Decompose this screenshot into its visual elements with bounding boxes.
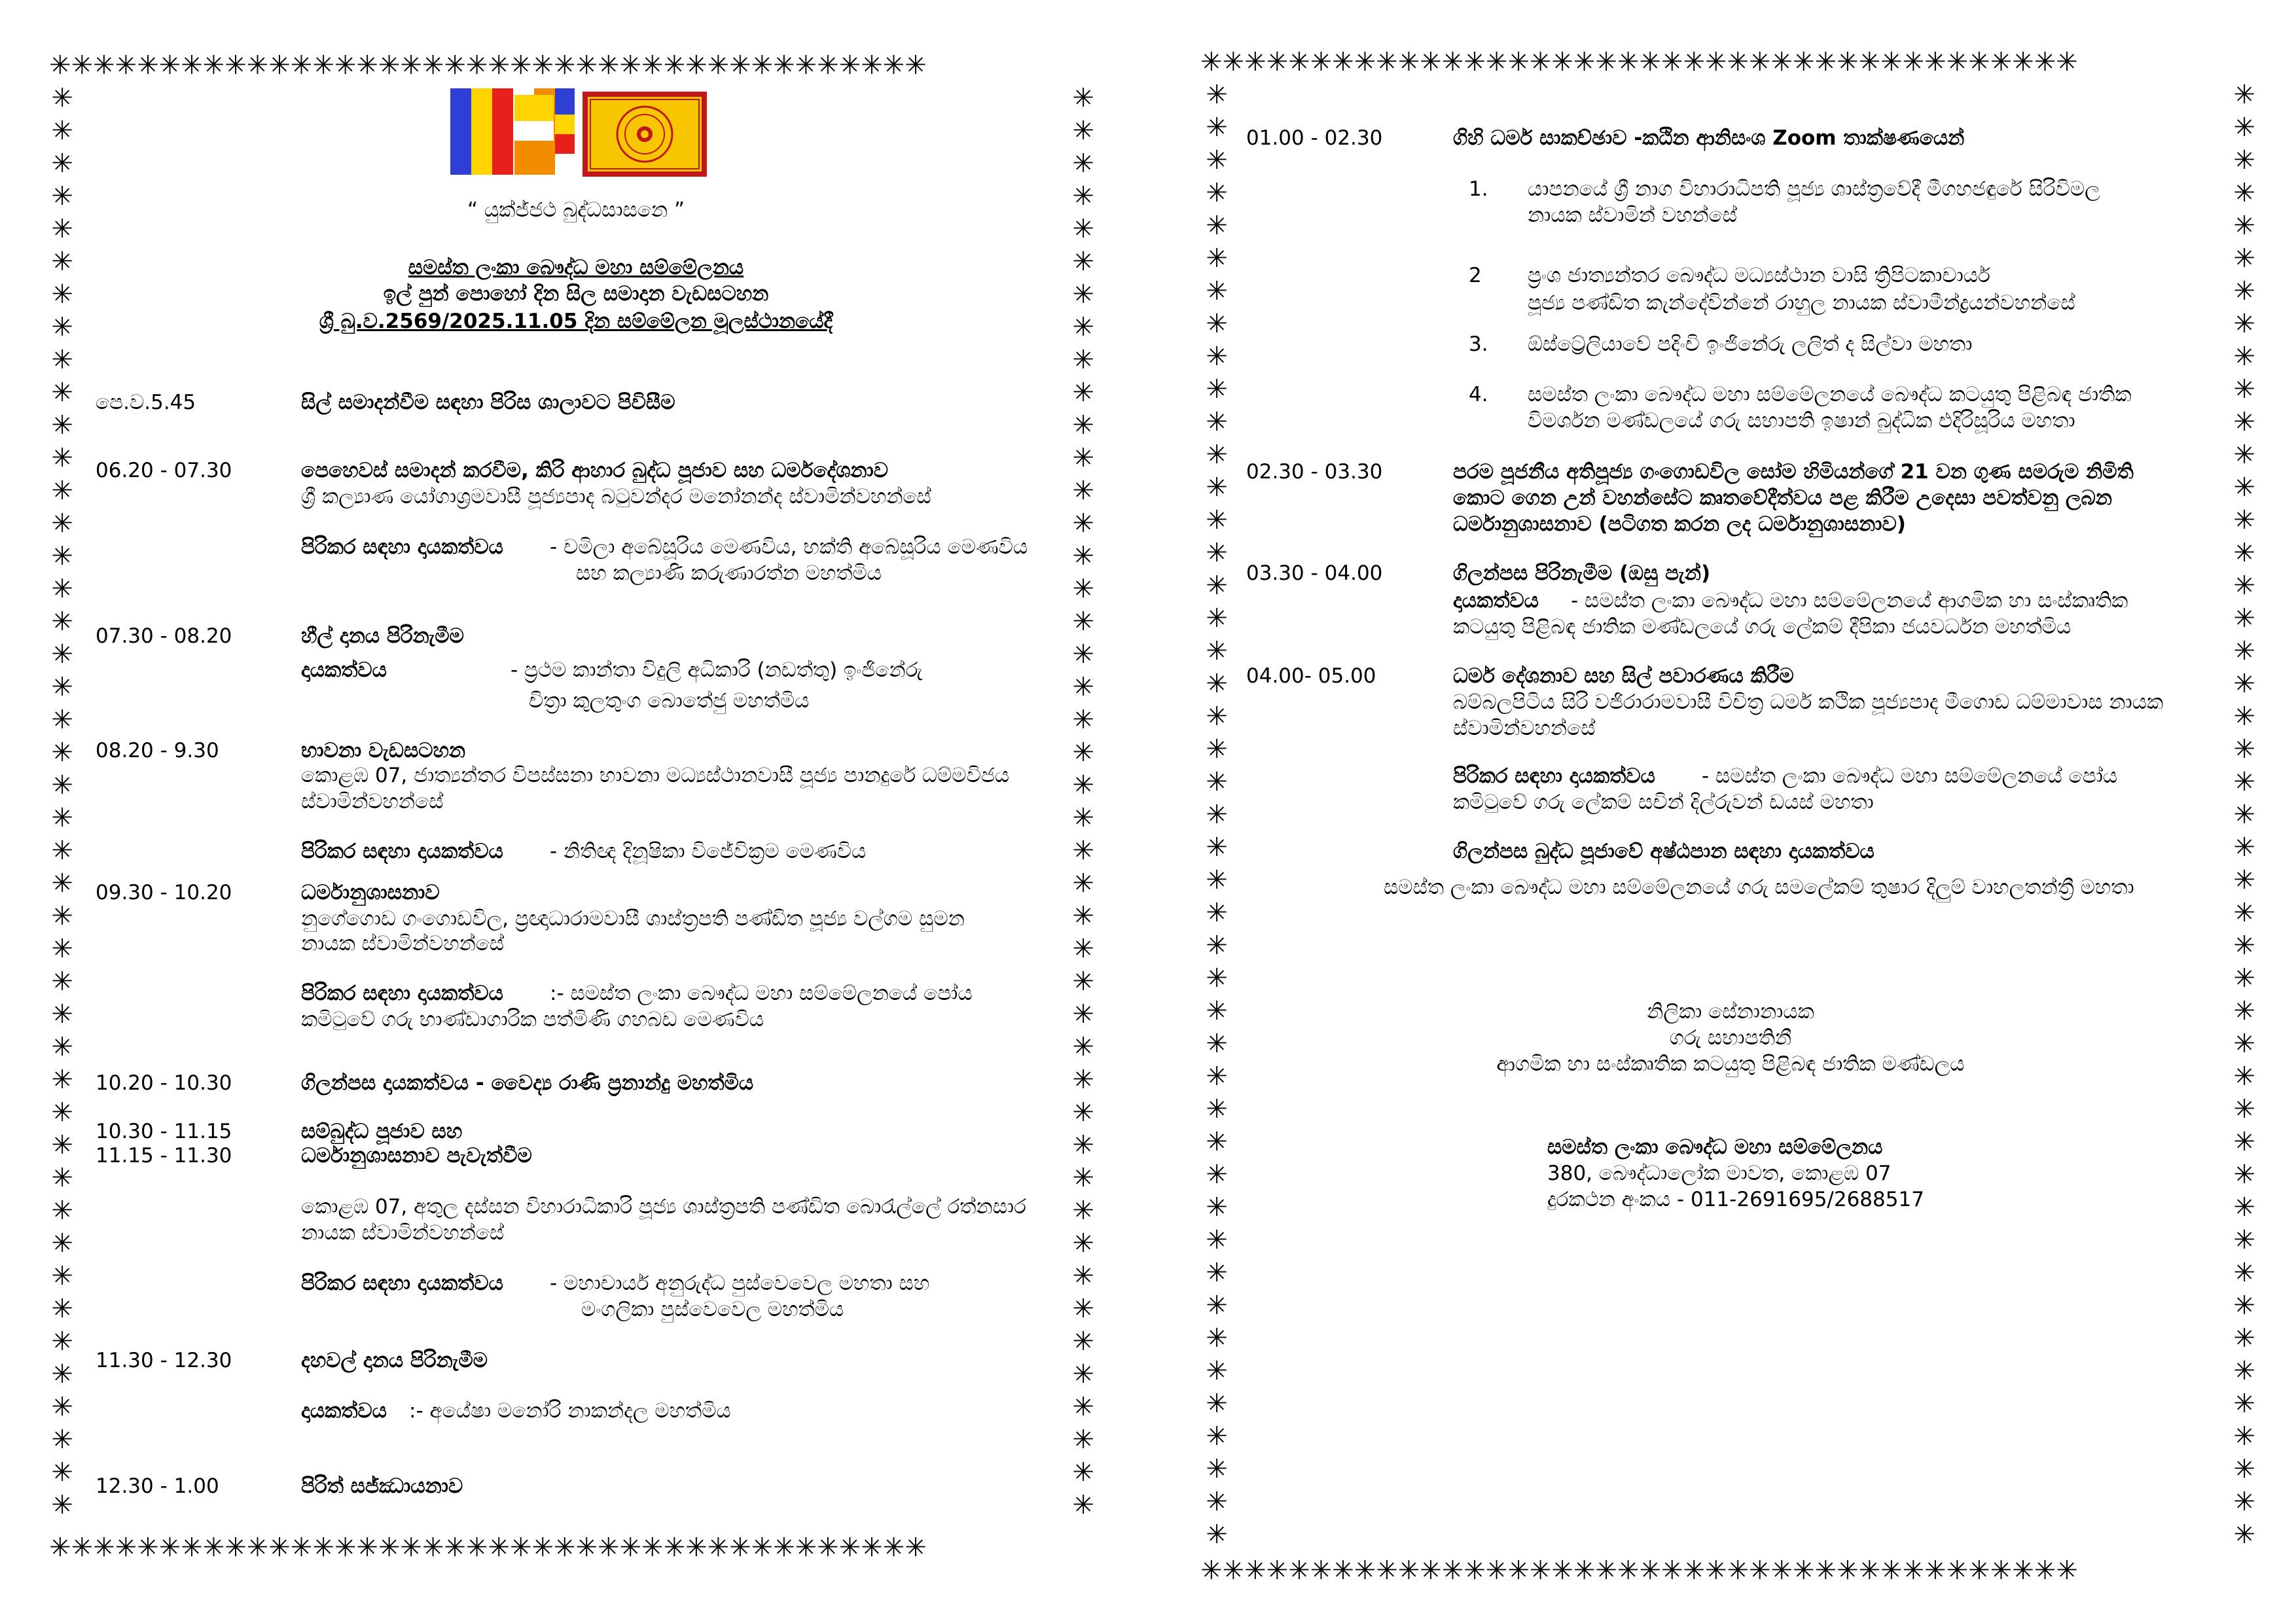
- donor-text-2: කටයුතු පිළිබඳ ජාතික මණ්ඩලයේ ගරු ලේකම් දීපිකා ජයවර්ධන මහත්මිය: [1453, 615, 2072, 639]
- schedule-title: පිරිත් සජ්ඣායනාව: [301, 1474, 463, 1498]
- schedule-detail: බම්බලපිටිය සිරි වජිරාරාමවාසී විචිත්‍ර ධර්ම කථික පූජ්‍යපාද මීගොඩ ධම්මාවාස නායක: [1453, 690, 2164, 714]
- slogan: “ යුක්ජ්ජථ බුද්ධසාසනෙ ”: [467, 198, 685, 222]
- schedule-detail-2: ස්වාමින්වහන්සේ: [1453, 717, 1596, 740]
- star-border-left: ✳✳✳✳✳✳✳✳✳✳✳✳✳✳✳✳✳✳✳✳✳✳✳✳✳✳✳✳✳✳✳✳✳✳✳✳✳✳✳✳✳✳✳✳: [51, 83, 73, 1520]
- pirikara-label: පිරිකර සඳහා දායකත්වය: [301, 1272, 503, 1295]
- schedule-time: පෙ.ව.5.45: [96, 391, 196, 414]
- schedule-detail-2: ස්වාමින්වහන්සේ: [301, 790, 444, 813]
- schedule-time: 06.20 - 07.30: [96, 459, 232, 482]
- schedule-detail: ශ්‍රී කල්‍යාණ යෝගාශ්‍රමවාසී පූජ්‍යපාද බටුවන්දර මනෝනන්ද ස්වාමින්වහන්සේ: [301, 485, 931, 508]
- header-line-1: සමස්ත ලංකා බෞද්ධ මහා සම්මේලනය: [408, 256, 744, 279]
- pirikara-text: :- සමස්ත ලංකා බෞද්ධ මහා සම්මේලනයේ පෝය: [550, 982, 973, 1005]
- schedule-title: පෙහෙවස් සමාදන් කරවීම, කිරි ආහාර බුද්ධ පූජාව සහ ධර්මදේශනාව: [301, 459, 889, 482]
- pirikara-text: - මහාචාර්ය අනුරුද්ධ පුස්වෙවෙල මහතා සහ: [550, 1272, 930, 1295]
- schedule-time: 02.30 - 03.30: [1246, 460, 1383, 484]
- panel-line-2: පූජ්‍ය පණ්ඩිත කැන්දේවින්නේ රාහුල නායක ස්වාමීන්ද්‍රයන්වහන්සේ: [1528, 291, 2075, 315]
- schedule-title: ධර්මානුශාසනාව: [301, 881, 440, 904]
- schedule-title: ධර්ම දේශනාව සහ සිල් පවාරණය කිරීම: [1453, 664, 1794, 688]
- panel-line-2: නායක ස්වාමින් වහන්සේ: [1528, 204, 1738, 227]
- dhamma-wheel-flag-icon: [583, 92, 707, 177]
- footer-phone: දුරකථන අංකය - 011-2691695/2688517: [1547, 1188, 1924, 1211]
- schedule-time: 10.30 - 11.15: [96, 1120, 232, 1143]
- pirikara-text: - නිතිඥ දිනූෂිකා විජේවික්‍රම මෙණවිය: [550, 840, 867, 863]
- gilanpasa-title: ගිලන්පස බුද්ධ පූජාවේ අෂ්ඨපාන සඳහා දායකත්වය: [1453, 840, 1874, 863]
- schedule-title: දහවල් දානය පිරිනැමීම: [301, 1349, 488, 1372]
- panel-number: 3.: [1469, 332, 1488, 356]
- star-border-right: ✳✳✳✳✳✳✳✳✳✳✳✳✳✳✳✳✳✳✳✳✳✳✳✳✳✳✳✳✳✳✳✳✳✳✳✳✳✳✳✳✳✳✳✳✳: [2233, 80, 2255, 1550]
- donor-text: - ප්‍රථම කාන්තා විදුලි අධිකාරි (නඩත්තු) ඉංජිනේරු: [511, 658, 923, 682]
- donor-text: - සමස්ත ලංකා බෞද්ධ මහා සම්මේලනයේ ආගමික හා සංස්කෘතික: [1571, 589, 2128, 613]
- schedule-time: 03.30 - 04.00: [1246, 562, 1383, 585]
- panel-number: 4.: [1469, 383, 1488, 406]
- star-border-bottom: ✳✳✳✳✳✳✳✳✳✳✳✳✳✳✳✳✳✳✳✳✳✳✳✳✳✳✳✳✳✳✳✳✳✳✳✳✳✳✳✳: [1200, 1556, 2078, 1586]
- header-line-3: ශ්‍රී බු.ව.2569/2025.11.05 දින සම්මේලන මූලස්ථානයේදී: [319, 310, 833, 333]
- footer-org: සමස්ත ලංකා බෞද්ධ මහා සම්මේලනය: [1547, 1135, 1883, 1159]
- signature-name: නිලිකා සේනානායක: [1647, 1000, 1814, 1024]
- pirikara-text-2: මංගලිකා පුස්වෙවෙල මහත්මිය: [581, 1298, 844, 1321]
- schedule-title: සිල් සමාදන්වීම සඳහා පිරිස ශාලාවට පිවිසීම: [301, 391, 675, 414]
- pirikara-text: - චමිලා අබේසූරිය මෙණවිය, භක්ති අබේසූරිය මෙණවිය: [550, 535, 1028, 559]
- pirikara-label: පිරිකර සඳහා දායකත්වය: [1453, 764, 1655, 788]
- schedule-detail: කොළඹ 07, අතුල දස්සන විහාරාධිකාරි පූජ්‍ය ශාස්ත්‍රපති පණ්ඩිත බොරැල්ලේ රත්නසාර: [301, 1195, 1026, 1219]
- schedule-title: ගිහි ධර්ම සාකච්ඡාව -කඨින ආනිසංශ Zoom තාක්ෂණයෙන්: [1453, 126, 1965, 150]
- panel-number: 2: [1469, 264, 1482, 287]
- schedule-time: 12.30 - 1.00: [96, 1474, 219, 1498]
- signature-role: ගරු සභාපතිනී: [1669, 1026, 1792, 1050]
- panel-line: සමස්ත ලංකා බෞද්ධ මහා සම්මේලනයේ බෞද්ධ කටයුතු පිළිබඳ ජාතික: [1528, 383, 2132, 406]
- star-border-bottom: ✳✳✳✳✳✳✳✳✳✳✳✳✳✳✳✳✳✳✳✳✳✳✳✳✳✳✳✳✳✳✳✳✳✳✳✳✳✳✳✳: [49, 1533, 927, 1563]
- schedule-title: ගිලන්පස පිරිනැමීම (ඔසු පැන්): [1453, 562, 1711, 585]
- schedule-time: 01.00 - 02.30: [1246, 126, 1383, 150]
- donor-label: දායකත්වය: [301, 1399, 387, 1423]
- schedule-title: හීල් දානය පිරිනැමීම: [301, 624, 464, 648]
- buddhist-flag-icon: [450, 88, 575, 175]
- schedule-detail-2: නායක ස්වාමින්වහන්සේ: [301, 932, 505, 955]
- right-page: [1148, 0, 2296, 1623]
- donor-text: :- අයේෂා මනෝරි නාකන්දල මහත්මිය: [409, 1399, 731, 1423]
- panel-number: 1.: [1469, 177, 1488, 201]
- donor-label: දායකත්වය: [301, 658, 387, 682]
- schedule-detail-2: නායක ස්වාමින්වහන්සේ: [301, 1221, 505, 1245]
- schedule-title: පරම පූජනීය අතිපූජ්‍ය ගංගොඩවිල සෝම හිමියන්ගේ 21 වන ගුණ සමරුම නිමිති: [1453, 460, 2134, 484]
- pirikara-text-2: සහ කල්‍යාණි කරුණාරත්න මහත්මිය: [576, 562, 882, 585]
- donor-text-2: චිත්‍රා කුලතුංග බොතේජු මහත්මිය: [529, 689, 810, 713]
- schedule-title-3: ධර්මානුශාසනාව (පටිගත කරන ලද ධර්මානුශාසනාව): [1453, 512, 1906, 536]
- panel-line-2: විමර්ශන මණ්ඩලයේ ගරු සභාපති ඉෂාන් බුද්ධික එදිරිසූරිය මහතා: [1528, 409, 2075, 433]
- footer-address: 380, බෞද්ධාලෝක මාවත, කොළඹ 07: [1547, 1162, 1892, 1185]
- schedule-title: භාවනා වැඩසටහන: [301, 739, 466, 762]
- panel-line: ප්‍රංශ ජාත්‍යන්තර බෞද්ධ මධ්‍යස්ථාන වාසි ත්‍රිපිටකාචාර්ය: [1528, 264, 1990, 287]
- header-line-2: ඉල් පුන් පොහෝ දින සිල සමාදාන වැඩසටහන: [383, 282, 769, 306]
- star-border-left: ✳✳✳✳✳✳✳✳✳✳✳✳✳✳✳✳✳✳✳✳✳✳✳✳✳✳✳✳✳✳✳✳✳✳✳✳✳✳✳✳✳✳✳✳✳: [1206, 80, 1228, 1550]
- pirikara-label: පිරිකර සඳහා දායකත්වය: [301, 840, 503, 863]
- schedule-detail: නුගේගොඩ ගංගොඩවිල, ප්‍රඥාධාරාමවාසී ශාස්ත්‍රපති පණ්ඩිත පූජ්‍ය වල්ගම සුමන: [301, 907, 965, 931]
- schedule-time: 08.20 - 9.30: [96, 739, 219, 762]
- schedule-time: 11.30 - 12.30: [96, 1349, 232, 1372]
- pirikara-text: - සමස්ත ලංකා බෞද්ධ මහා සම්මේලනයේ පෝය: [1702, 764, 2118, 788]
- panel-line: ඕස්ට්‍රේලියාවේ පදිංචි ඉංජිනේරු ලලිත් ද සිල්වා මහතා: [1528, 332, 1973, 356]
- schedule-time: 09.30 - 10.20: [96, 881, 232, 904]
- donor-label: දායකත්වය: [1453, 589, 1539, 613]
- schedule-time: 07.30 - 08.20: [96, 624, 232, 648]
- schedule-time: 04.00- 05.00: [1246, 664, 1376, 688]
- schedule-time-2: 11.15 - 11.30: [96, 1144, 232, 1168]
- signature-org: ආගමික හා සංස්කෘතික කටයුතු පිළිබඳ ජාතික මණ්ඩලය: [1496, 1052, 1965, 1076]
- pirikara-text-2: කමිටුවේ ගරු භාණ්ඩාගාරික පත්මිණි ගහබඩ මෙණවිය: [301, 1008, 764, 1031]
- schedule-title: ගිලන්පස දායකත්වය - වෛද්‍ය රාණි ප්‍රනාන්දු මහත්මිය: [301, 1071, 754, 1095]
- schedule-time: 10.20 - 10.30: [96, 1071, 232, 1095]
- schedule-title-2: ධර්මානුශාසනාව පැවැත්වීම: [301, 1144, 532, 1168]
- schedule-detail: කොළඹ 07, ජාත්‍යන්තර විපස්සනා භාවනා මධ්‍යස්ථානවාසී පූජ්‍ය පානදුරේ ධම්මවිජය: [301, 764, 1010, 787]
- pirikara-label: පිරිකර සඳහා දායකත්වය: [301, 982, 503, 1005]
- schedule-title-2: කොට ගෙන උන් වහන්සේට කෘතවේදීත්වය පළ කිරීම උදෙසා පවත්වනු ලබන: [1453, 486, 2112, 510]
- schedule-title: සම්බුද්ධ පූජාව සහ: [301, 1120, 463, 1143]
- star-border-right: ✳✳✳✳✳✳✳✳✳✳✳✳✳✳✳✳✳✳✳✳✳✳✳✳✳✳✳✳✳✳✳✳✳✳✳✳✳✳✳✳✳✳✳✳: [1072, 83, 1094, 1520]
- star-border-top: ✳✳✳✳✳✳✳✳✳✳✳✳✳✳✳✳✳✳✳✳✳✳✳✳✳✳✳✳✳✳✳✳✳✳✳✳✳✳✳✳: [49, 50, 927, 80]
- gilanpasa-donor: සමස්ත ලංකා බෞද්ධ මහා සම්මේලනයේ ගරු සමලේකම් තුෂාර දිලුම් වාහලතන්ත්‍රී මහතා: [1384, 876, 2134, 899]
- pirikara-label: පිරිකර සඳහා දායකත්වය: [301, 535, 503, 559]
- pirikara-text-2: කමිටුවේ ගරු ලේකම් සචින් දිල්රුවන් ඩයස් මහතා: [1453, 791, 1874, 814]
- star-border-top: ✳✳✳✳✳✳✳✳✳✳✳✳✳✳✳✳✳✳✳✳✳✳✳✳✳✳✳✳✳✳✳✳✳✳✳✳✳✳✳✳: [1200, 47, 2078, 77]
- panel-line: යාපනයේ ශ්‍රී නාග විහාරාධිපති පූජ්‍ය ශාස්ත්‍රවේදී මීගහජඳුරේ සිරිවිමල: [1528, 177, 2100, 201]
